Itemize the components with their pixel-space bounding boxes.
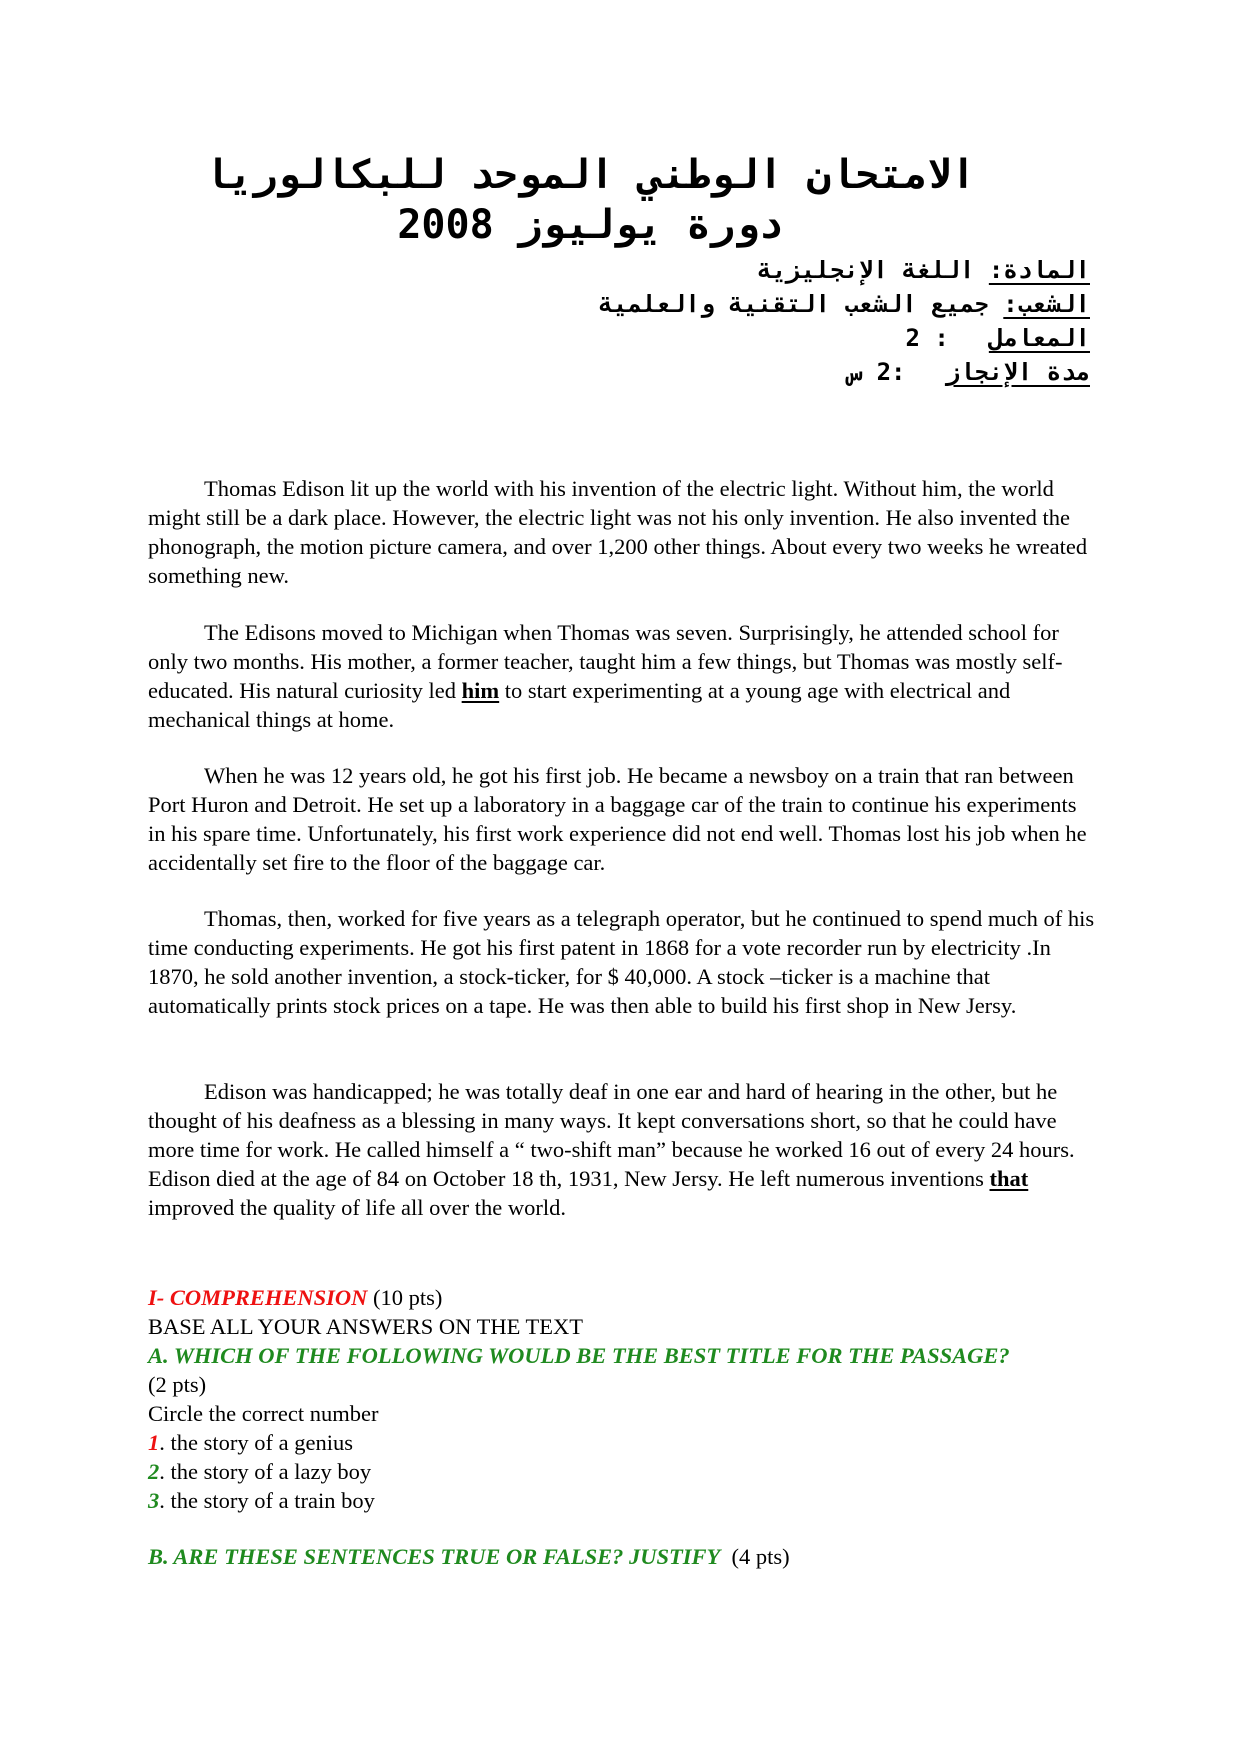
question-a-instruction: Circle the correct number — [148, 1401, 379, 1426]
passage-p5-text-b: improved the quality of life all over the world. — [148, 1195, 567, 1220]
option-1[interactable] — [148, 1428, 1108, 1457]
subject-line — [758, 254, 1090, 286]
subject-value: اللغة الإنجليزية — [757, 256, 975, 284]
question-b-title: B. ARE THESE SENTENCES TRUE OR FALSE? JUSTIFY — [148, 1544, 721, 1569]
option-2-number: 2 — [148, 1459, 160, 1484]
section-title: I- COMPREHENSION — [148, 1285, 368, 1310]
question-a-title: A. WHICH OF THE FOLLOWING WOULD BE THE BEST TITLE FOR THE PASSAGE? — [148, 1343, 1010, 1368]
coefficient-label: المعامل — [988, 324, 1090, 352]
session-title: دورة يوليوز 2008 — [397, 202, 783, 248]
option-3-number: 3 — [148, 1488, 160, 1513]
passage-paragraph-4: Thomas, then, worked for five years as a telegraph operator, but he continued to spend much of his time conducting experiments. He got his first patent in 1868 for a vote recorder run by electricity .In 1870, he sold another invention, a stock-ticker, for $ 40,000. A stock –ticker is a machine that automatically prints stock prices on a tape. He was then able to build his first shop in New Jersy. — [148, 906, 1095, 1018]
passage-paragraph-2 — [148, 618, 1098, 734]
streams-line — [599, 288, 1090, 320]
passage-p5-text-a: Edison was handicapped; he was totally deaf in one ear and hard of hearing in the other, but he thought of his deafness as a blessing in many ways. It kept conversations short, so that he could have more time for work. He called himself a “ two-shift man” because he worked 16 out of every 24 hours. Edison died at the age of 84 on October 18 th, 1931, New Jersy. He left numerous inventions — [148, 1079, 1075, 1191]
coefficient-value: : 2 — [905, 324, 949, 352]
question-b-points: (4 pts) — [720, 1544, 790, 1569]
passage-paragraph-1: Thomas Edison lit up the world with his invention of the electric light. Without him, the world might still be a dark place. However, the electric light was not his only invention. He also invented the phonograph, the motion picture camera, and over 1,200 other things. About every two weeks he wreated something new. — [148, 476, 1088, 588]
exam-title: الامتحان الوطني الموحد للبكالوريا — [204, 152, 976, 198]
coefficient-line — [905, 322, 1090, 354]
option-1-text: . the story of a genius — [159, 1430, 353, 1455]
question-a-options — [148, 1428, 1108, 1515]
keyword-him: him — [461, 678, 500, 703]
question-a-points: (2 pts) — [148, 1372, 207, 1397]
section-points: (10 pts) — [367, 1285, 443, 1310]
streams-label: الشعب: — [1003, 290, 1090, 318]
comprehension-heading — [148, 1283, 1108, 1312]
keyword-that: that — [989, 1166, 1029, 1191]
passage-p2-text-a: The Edisons moved to Michigan when Thomas was seven. Surprisingly, he attended school for only two months. His mother, a former teacher, taught him a few things, but Thomas was mostly self- educated. His natural curiosity led — [148, 620, 1063, 703]
passage-paragraph-5 — [148, 1077, 1098, 1222]
option-3[interactable] — [148, 1486, 1108, 1515]
question-a — [148, 1341, 1028, 1399]
duration-line — [848, 356, 1090, 388]
streams-value: جميع الشعب التقنية والعلمية — [598, 290, 989, 318]
subject-label: المادة: — [988, 256, 1090, 284]
option-1-number: 1 — [148, 1430, 160, 1455]
passage-paragraph-3: When he was 12 years old, he got his first job. He became a newsboy on a train that ran between Port Huron and Detroit. He set up a laboratory in a baggage car of the train to continue his experiments in his spare time. Unfortunately, his first work experience did not end well. Thomas lost his job when he accidentally set fire to the floor of the baggage car. — [148, 763, 1087, 875]
instruction-text: BASE ALL YOUR ANSWERS ON THE TEXT — [148, 1314, 584, 1339]
duration-label: مدة الإنجاز — [945, 358, 1090, 386]
duration-value: :2 س — [847, 358, 906, 386]
question-b — [148, 1542, 1108, 1571]
option-3-text: . the story of a train boy — [159, 1488, 375, 1513]
option-2-text: . the story of a lazy boy — [159, 1459, 372, 1484]
passage-p2-text-b: to start experimenting at a young age with electrical and mechanical things at home. — [148, 678, 1011, 732]
option-2[interactable] — [148, 1457, 1108, 1486]
